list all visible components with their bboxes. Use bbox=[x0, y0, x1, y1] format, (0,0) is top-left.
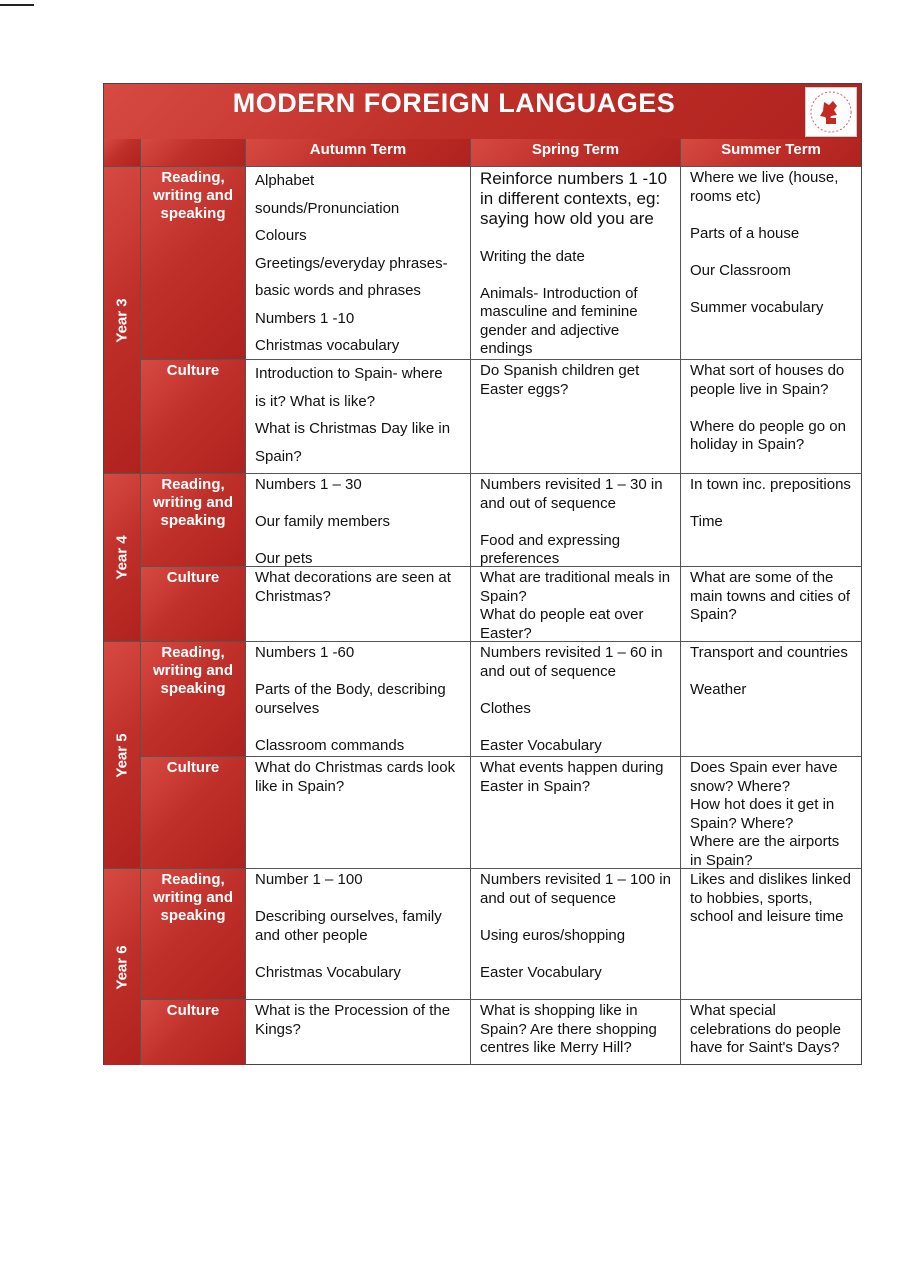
row-label-reading-y5: Reading, writing and speaking bbox=[141, 642, 246, 757]
row-label-culture-y6: Culture bbox=[141, 1000, 246, 1065]
year-label-6: Year 6 bbox=[104, 869, 141, 1065]
cell-y3-culture-autumn: Introduction to Spain- where is it? What is like? What is Christmas Day like in Spain? bbox=[246, 360, 471, 474]
scan-corner-mark bbox=[0, 4, 34, 6]
cell-y6-culture-spring: What is shopping like in Spain? Are there shopping centres like Merry Hill? bbox=[471, 1000, 681, 1065]
cell-y4-culture-summer: What are some of the main towns and cities of Spain? bbox=[681, 567, 861, 642]
cell-y6-reading-summer: Likes and dislikes linked to hobbies, sports, school and leisure time bbox=[681, 869, 861, 1000]
cell-y4-reading-summer: In town inc. prepositions Time bbox=[681, 474, 861, 567]
cell-y3-reading-summer: Where we live (house, rooms etc) Parts of a house Our Classroom Summer vocabulary bbox=[681, 167, 861, 360]
cell-y3-culture-spring: Do Spanish children get Easter eggs? bbox=[471, 360, 681, 474]
curriculum-sheet bbox=[103, 83, 862, 1065]
cell-y5-reading-autumn: Numbers 1 -60 Parts of the Body, describing ourselves Classroom commands bbox=[246, 642, 471, 757]
year-label-3: Year 3 bbox=[104, 167, 141, 474]
row-label-culture-y5: Culture bbox=[141, 757, 246, 869]
cell-y3-culture-summer: What sort of houses do people live in Spain? Where do people go on holiday in Spain? bbox=[681, 360, 861, 474]
cell-y5-culture-summer: Does Spain ever have snow? Where? How hot does it get in Spain? Where? Where are the airports in Spain? bbox=[681, 757, 861, 869]
cell-y5-reading-summer: Transport and countries Weather bbox=[681, 642, 861, 757]
cell-y4-reading-autumn: Numbers 1 – 30 Our family members Our pets bbox=[246, 474, 471, 567]
cell-y5-culture-autumn: What do Christmas cards look like in Spain? bbox=[246, 757, 471, 869]
header-corner-year bbox=[104, 139, 141, 167]
row-label-reading-y3: Reading, writing and speaking bbox=[141, 167, 246, 360]
cell-y4-culture-spring: What are traditional meals in Spain? What do people eat over Easter? bbox=[471, 567, 681, 642]
header-corner-area bbox=[141, 139, 246, 167]
row-label-reading-y4: Reading, writing and speaking bbox=[141, 474, 246, 567]
title-bar bbox=[104, 84, 861, 140]
year-label-4: Year 4 bbox=[104, 474, 141, 642]
cell-y6-culture-summer: What special celebrations do people have for Saint's Days? bbox=[690, 1002, 841, 1056]
cell-y6-reading-spring: Numbers revisited 1 – 100 in and out of sequence Using euros/shopping Easter Vocabulary bbox=[471, 869, 681, 1000]
cell-y4-culture-autumn: What decorations are seen at Christmas? bbox=[246, 567, 471, 642]
row-label-reading-y6: Reading, writing and speaking bbox=[141, 869, 246, 1000]
page-title: MODERN FOREIGN LANGUAGES bbox=[232, 88, 676, 118]
cell-y4-reading-spring: Numbers revisited 1 – 30 in and out of sequence Food and expressing preferences bbox=[471, 474, 681, 567]
column-header-summer: Summer Term bbox=[681, 139, 861, 167]
cell-y3-reading-spring: Reinforce numbers 1 -10 in different contexts, eg: saying how old you are Writing the date Animals- Introduction of masculine and feminine gender and adjective endings bbox=[471, 167, 681, 360]
row-label-culture-y3: Culture bbox=[141, 360, 246, 474]
cell-y5-reading-spring: Numbers revisited 1 – 60 in and out of sequence Clothes Easter Vocabulary bbox=[471, 642, 681, 757]
year-label-5: Year 5 bbox=[104, 642, 141, 869]
column-header-spring: Spring Term bbox=[471, 139, 681, 167]
cell-y6-culture-autumn: What is the Procession of the Kings? bbox=[246, 1000, 471, 1065]
cell-y5-culture-spring: What events happen during Easter in Spain? bbox=[471, 757, 681, 869]
row-label-culture-y4: Culture bbox=[141, 567, 246, 642]
cell-y3-reading-autumn: Alphabet sounds/Pronunciation Colours Greetings/everyday phrases- basic words and phrases Numbers 1 -10 Christmas vocabulary bbox=[246, 167, 471, 360]
column-header-autumn: Autumn Term bbox=[246, 139, 471, 167]
cell-y6-reading-autumn: Number 1 – 100 Describing ourselves, family and other people Christmas Vocabulary bbox=[246, 869, 471, 1000]
school-logo-icon bbox=[805, 87, 857, 137]
